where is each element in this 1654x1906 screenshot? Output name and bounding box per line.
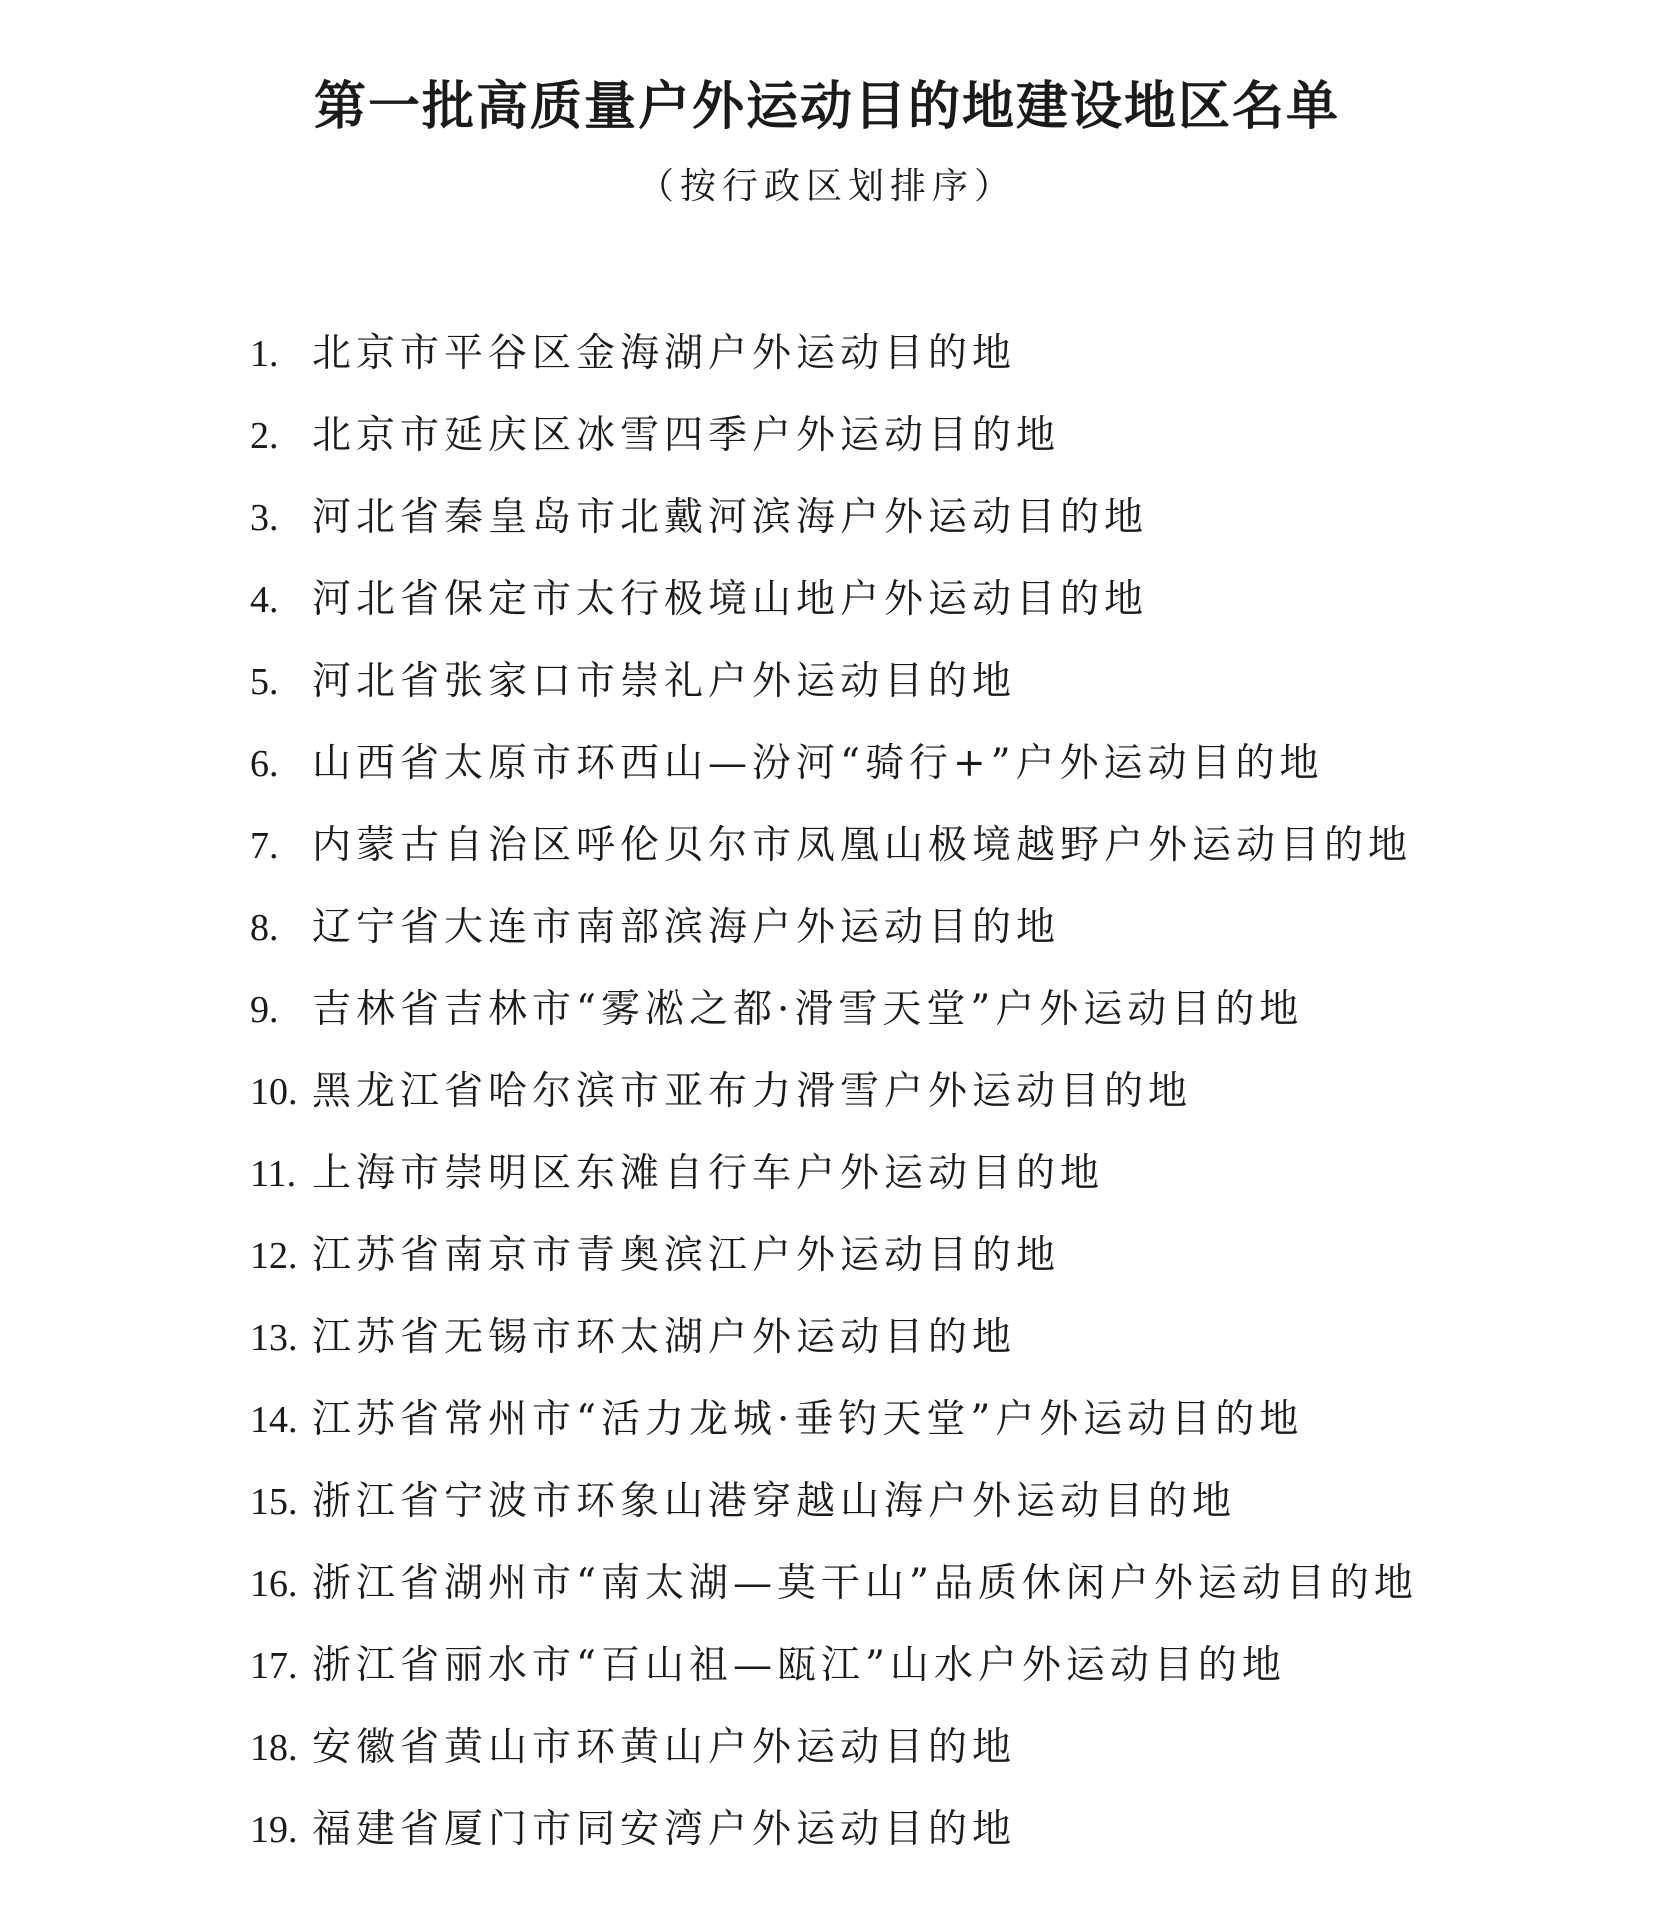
- list-item: [250, 1306, 1418, 1388]
- item-number: 8.: [250, 907, 279, 949]
- list-item: [250, 814, 1418, 896]
- item-text: 黑龙江省哈尔滨市亚布力滑雪户外运动目的地: [312, 1069, 1193, 1114]
- list-item: [250, 486, 1418, 568]
- item-number: 15.: [250, 1481, 298, 1523]
- list-item: [250, 896, 1418, 978]
- item-number: 1.: [250, 333, 279, 375]
- item-text: 上海市崇明区东滩自行车户外运动目的地: [312, 1151, 1105, 1196]
- item-text: 河北省保定市太行极境山地户外运动目的地: [312, 577, 1149, 622]
- list-item: [250, 1388, 1418, 1470]
- item-text: 内蒙古自治区呼伦贝尔市凤凰山极境越野户外运动目的地: [312, 823, 1413, 868]
- item-text: 北京市平谷区金海湖户外运动目的地: [312, 331, 1017, 376]
- list-item: [250, 1224, 1418, 1306]
- list-item: [250, 1716, 1418, 1798]
- document-title: 第一批高质量户外运动目的地建设地区名单: [313, 76, 1340, 137]
- item-text: 吉林省吉林市“雾凇之都·滑雪天堂”户外运动目的地: [312, 987, 1304, 1032]
- item-text: 江苏省南京市青奥滨江户外运动目的地: [312, 1233, 1061, 1278]
- list-item: [250, 1060, 1418, 1142]
- item-text: 河北省秦皇岛市北戴河滨海户外运动目的地: [312, 495, 1149, 540]
- item-number: 6.: [250, 743, 279, 785]
- list-item: [250, 1552, 1418, 1634]
- list-item: [250, 1142, 1418, 1224]
- item-text: 浙江省宁波市环象山港穿越山海户外运动目的地: [312, 1479, 1237, 1524]
- item-number: 9.: [250, 989, 279, 1031]
- list-item: [250, 1798, 1418, 1880]
- list-item: [250, 1470, 1418, 1552]
- item-number: 4.: [250, 579, 279, 621]
- item-number: 19.: [250, 1809, 298, 1851]
- item-number: 16.: [250, 1563, 298, 1605]
- item-text: 安徽省黄山市环黄山户外运动目的地: [312, 1725, 1017, 1770]
- item-number: 17.: [250, 1645, 298, 1687]
- item-number: 10.: [250, 1071, 298, 1113]
- item-number: 18.: [250, 1727, 298, 1769]
- item-text: 北京市延庆区冰雪四季户外运动目的地: [312, 413, 1061, 458]
- item-text: 河北省张家口市崇礼户外运动目的地: [312, 659, 1017, 704]
- item-text: 浙江省丽水市“百山祖—瓯江”山水户外运动目的地: [312, 1643, 1286, 1688]
- list-item: [250, 978, 1418, 1060]
- destination-list: [250, 322, 1418, 1880]
- item-text: 山西省太原市环西山—汾河“骑行+”户外运动目的地: [312, 741, 1324, 786]
- item-number: 11.: [250, 1153, 297, 1195]
- item-number: 12.: [250, 1235, 298, 1277]
- item-text: 江苏省常州市“活力龙城·垂钓天堂”户外运动目的地: [312, 1397, 1304, 1442]
- item-number: 7.: [250, 825, 279, 867]
- list-item: [250, 404, 1418, 486]
- item-number: 14.: [250, 1399, 298, 1441]
- item-number: 2.: [250, 415, 279, 457]
- list-item: [250, 322, 1418, 404]
- list-item: [250, 568, 1418, 650]
- list-item: [250, 732, 1418, 814]
- document-subtitle: （按行政区划排序）: [637, 166, 1016, 207]
- item-text: 江苏省无锡市环太湖户外运动目的地: [312, 1315, 1017, 1360]
- item-text: 浙江省湖州市“南太湖—莫干山”品质休闲户外运动目的地: [312, 1561, 1418, 1606]
- item-number: 13.: [250, 1317, 298, 1359]
- item-number: 5.: [250, 661, 279, 703]
- item-number: 3.: [250, 497, 279, 539]
- item-text: 辽宁省大连市南部滨海户外运动目的地: [312, 905, 1061, 950]
- list-item: [250, 1634, 1418, 1716]
- item-text: 福建省厦门市同安湾户外运动目的地: [312, 1807, 1017, 1852]
- list-item: [250, 650, 1418, 732]
